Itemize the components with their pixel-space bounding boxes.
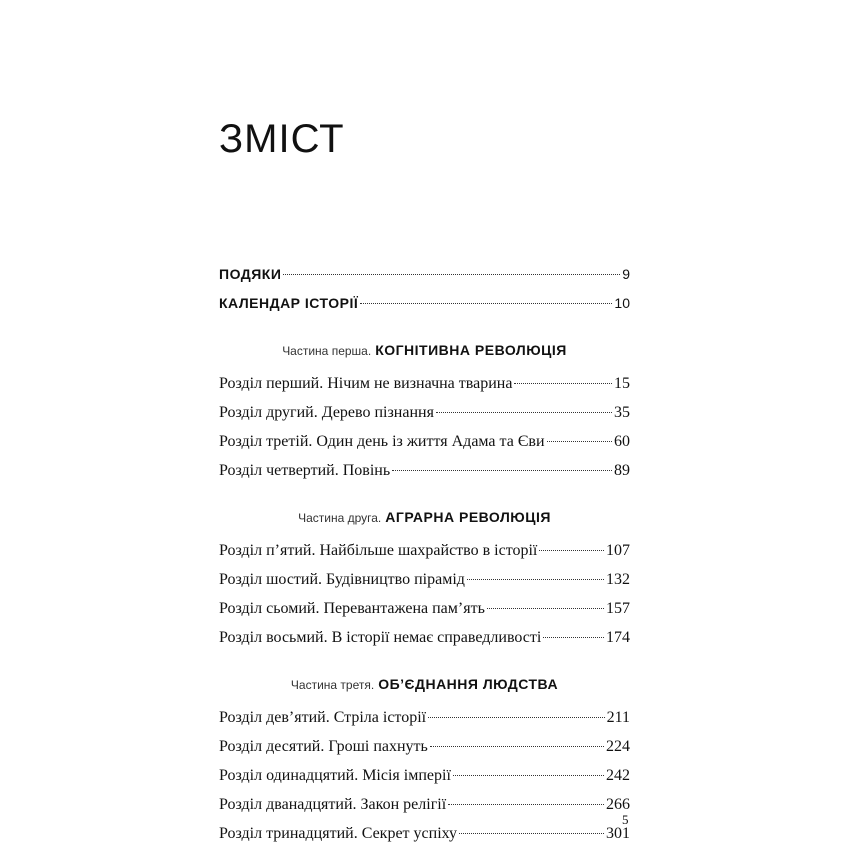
chapter-page: 35 [614, 404, 630, 421]
chapter-page: 174 [606, 629, 630, 646]
chapter-page: 266 [606, 796, 630, 813]
dot-leader [514, 383, 612, 384]
page-title: ЗМІСТ [219, 117, 345, 161]
toc-entry-page: 9 [622, 266, 630, 282]
dot-leader [467, 579, 604, 580]
dot-leader [436, 412, 612, 413]
toc-entry-label: ПОДЯКИ [219, 266, 282, 282]
part-number: Частина друга. [298, 511, 382, 525]
chapter-page: 211 [606, 709, 630, 726]
part-name: АГРАРНА РЕВОЛЮЦІЯ [385, 509, 551, 525]
chapter-label: Розділ дев’ятий. Стріла історії [219, 709, 427, 726]
dot-leader [430, 746, 604, 747]
chapter-label: Розділ шостий. Будівництво пірамід [219, 571, 465, 588]
toc-chapter[interactable] [219, 565, 630, 594]
dot-leader [283, 274, 620, 275]
part-number: Частина перша. [282, 344, 372, 358]
toc-entry-page: 10 [614, 295, 630, 311]
toc-chapter[interactable] [219, 398, 630, 427]
chapter-page: 15 [614, 375, 630, 392]
chapter-page: 89 [614, 462, 630, 479]
part-number: Частина третя. [290, 678, 375, 692]
chapter-label: Розділ четвертий. Повінь [219, 462, 391, 479]
chapter-label: Розділ десятий. Гроші пахнуть [219, 738, 428, 755]
part-heading-2 [219, 503, 630, 532]
chapter-page: 60 [614, 433, 630, 450]
dot-leader [392, 470, 612, 471]
toc-entry-calendar[interactable] [219, 289, 630, 318]
toc-chapter[interactable] [219, 456, 630, 485]
toc-chapter[interactable] [219, 703, 630, 732]
chapter-label: Розділ сьомий. Перевантажена пам’ять [219, 600, 485, 617]
chapter-page: 157 [606, 600, 630, 617]
dot-leader [459, 833, 604, 834]
chapter-label: Розділ тринадцятий. Секрет успіху [219, 825, 458, 842]
toc-entry-acknowledgements[interactable] [219, 260, 630, 289]
part-heading-3 [219, 670, 630, 699]
toc-chapter[interactable] [219, 427, 630, 456]
chapter-label: Розділ другий. Дерево пізнання [219, 404, 434, 421]
dot-leader [448, 804, 604, 805]
chapter-label: Розділ п’ятий. Найбільше шахрайство в історії [219, 542, 538, 559]
dot-leader [428, 717, 604, 718]
toc-chapter[interactable] [219, 623, 630, 652]
table-of-contents [219, 260, 630, 848]
dot-leader [453, 775, 604, 776]
dot-leader [487, 608, 604, 609]
toc-chapter[interactable] [219, 536, 630, 565]
chapter-label: Розділ третій. Один день із життя Адама та Єви [219, 433, 545, 450]
dot-leader [539, 550, 604, 551]
chapter-label: Розділ дванадцятий. Закон релігії [219, 796, 447, 813]
chapter-label: Розділ одинадцятий. Місія імперії [219, 767, 451, 784]
page-number: 5 [622, 812, 629, 827]
dot-leader [360, 303, 612, 304]
toc-entry-label: КАЛЕНДАР ІСТОРІЇ [219, 295, 359, 311]
toc-chapter[interactable] [219, 819, 630, 848]
part-name: КОГНІТИВНА РЕВОЛЮЦІЯ [375, 342, 567, 358]
dot-leader [547, 441, 613, 442]
chapter-label: Розділ восьмий. В історії немає справедливості [219, 629, 542, 646]
chapter-page: 132 [606, 571, 630, 588]
chapter-page: 242 [606, 767, 630, 784]
part-name: ОБ’ЄДНАННЯ ЛЮДСТВА [378, 676, 559, 692]
toc-chapter[interactable] [219, 790, 630, 819]
part-heading-1 [219, 336, 630, 365]
dot-leader [543, 637, 604, 638]
toc-chapter[interactable] [219, 369, 630, 398]
chapter-page: 107 [606, 542, 630, 559]
chapter-page: 301 [606, 825, 630, 842]
chapter-label: Розділ перший. Нічим не визначна тварина [219, 375, 513, 392]
toc-chapter[interactable] [219, 732, 630, 761]
toc-chapter[interactable] [219, 594, 630, 623]
chapter-page: 224 [606, 738, 630, 755]
toc-chapter[interactable] [219, 761, 630, 790]
